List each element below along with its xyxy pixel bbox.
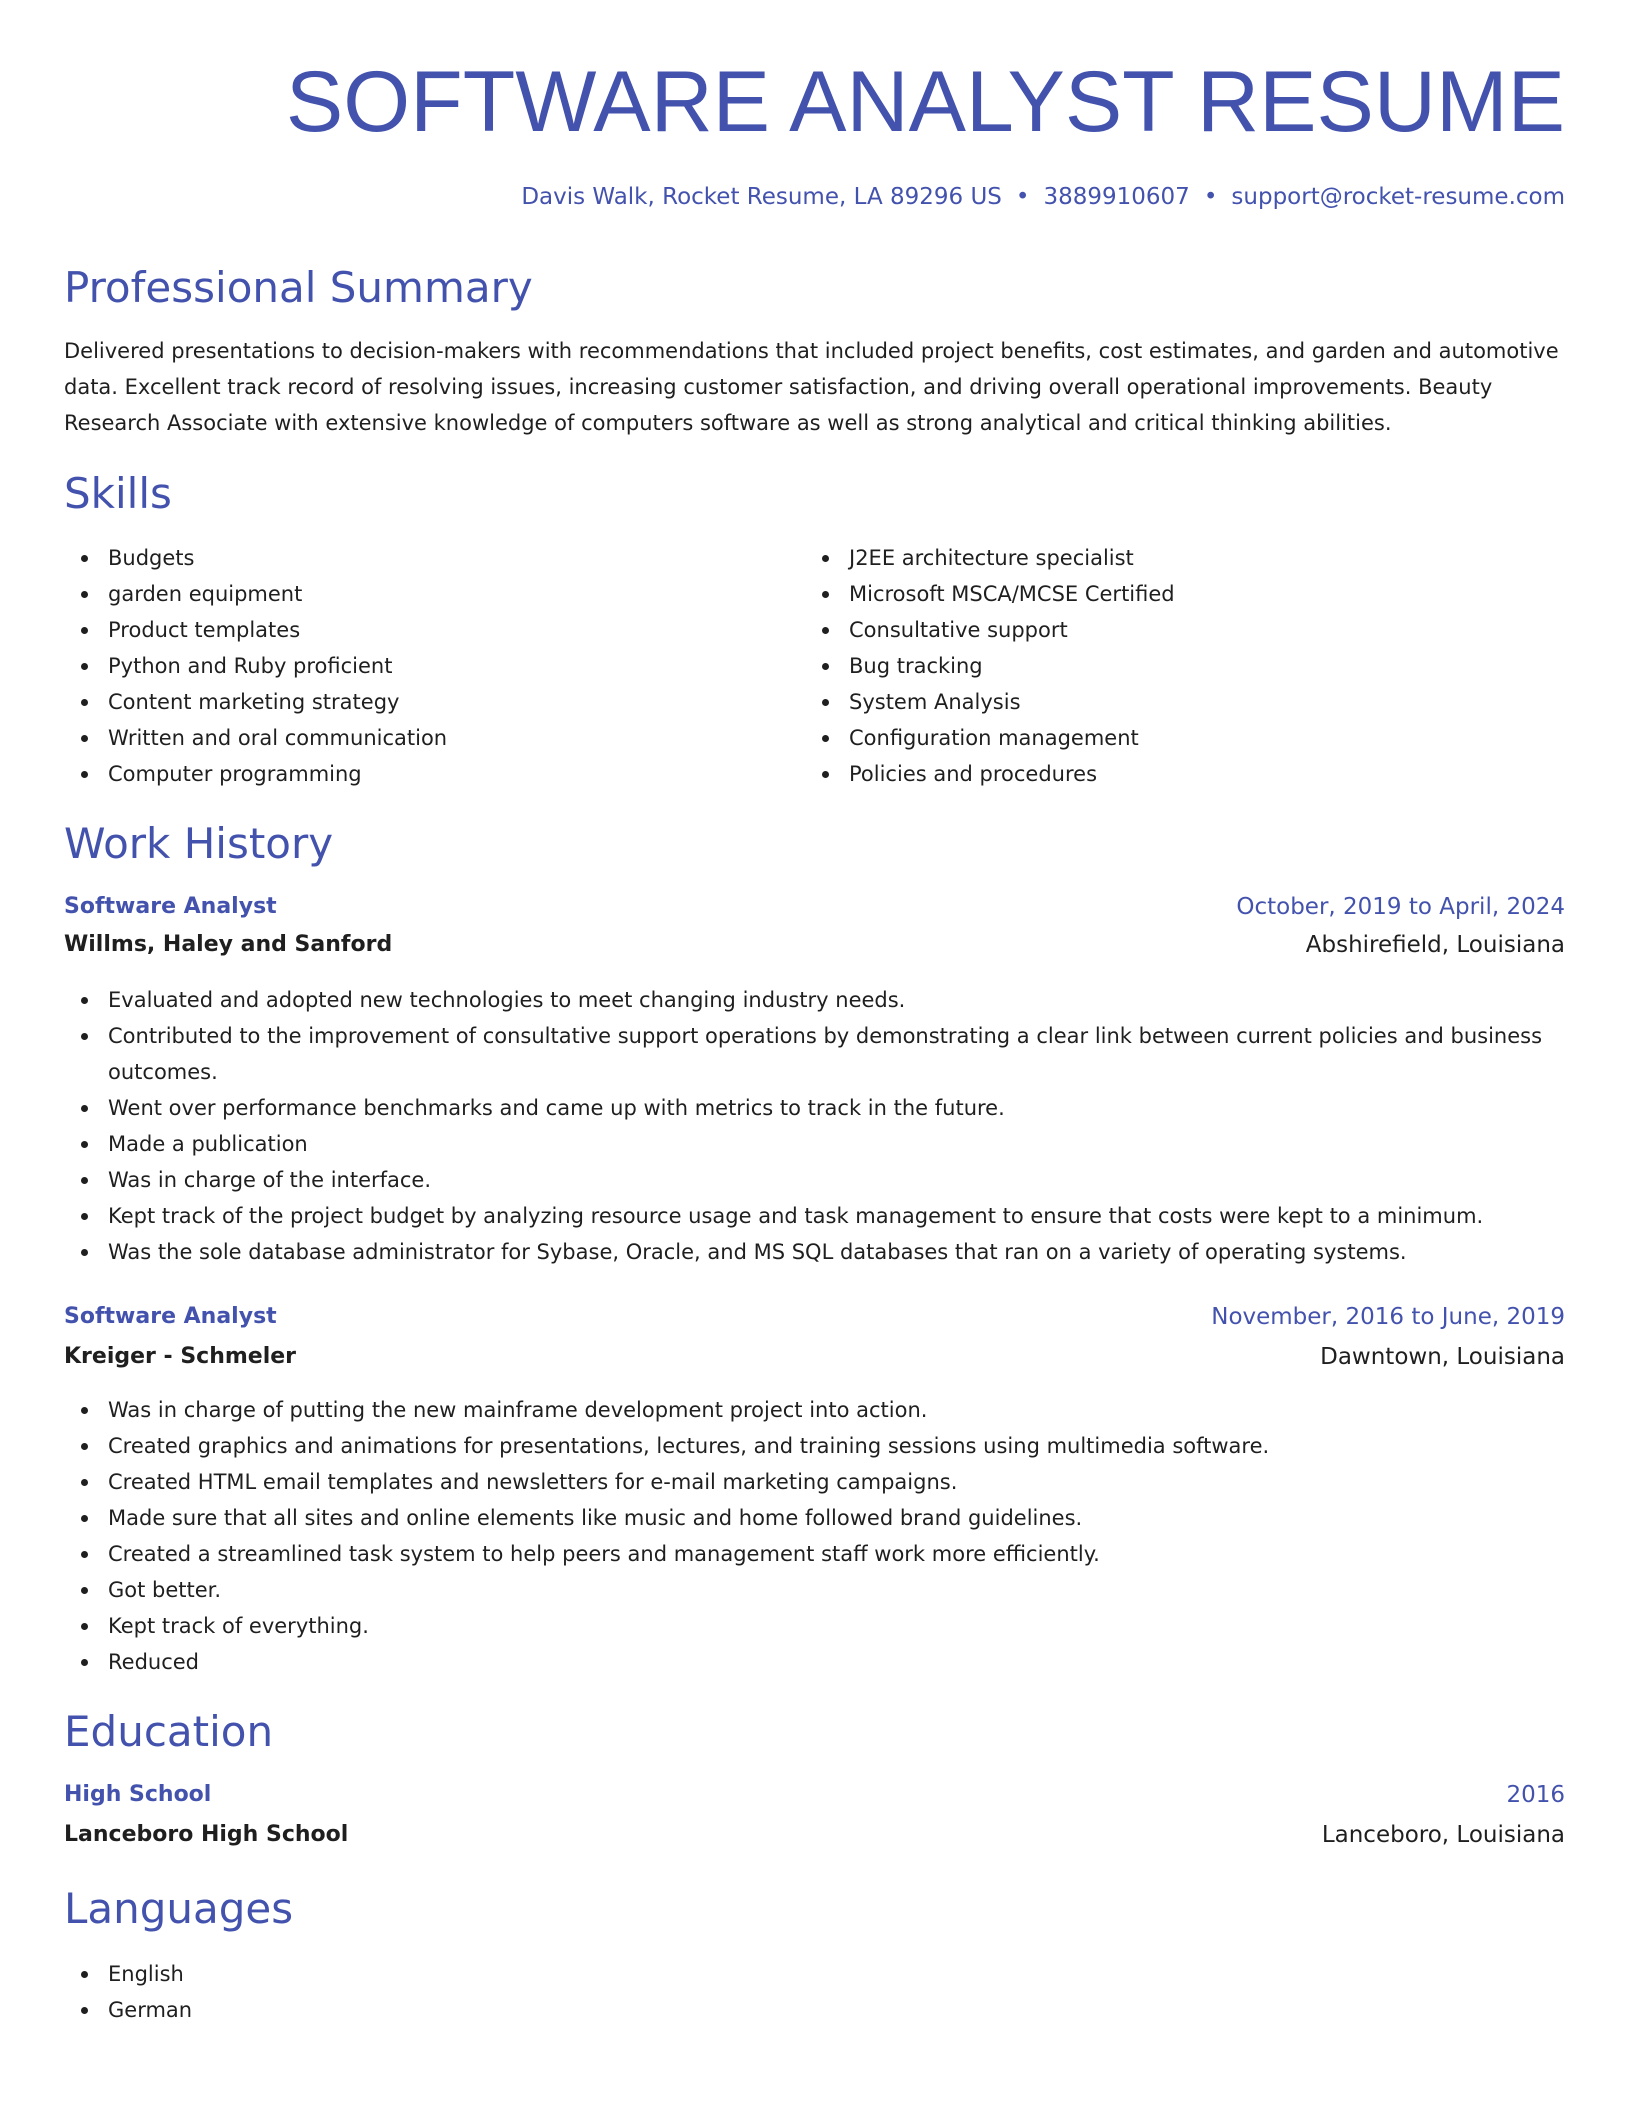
summary-heading: Professional Summary — [64, 263, 533, 312]
skill-item: Consultative support — [805, 612, 1565, 648]
skill-item: Configuration management — [805, 720, 1565, 756]
job-role: Software Analyst — [64, 894, 277, 919]
contact-line — [521, 181, 1565, 213]
education-location: Lanceboro, Louisiana — [1321, 1822, 1565, 1848]
work-history-heading: Work History — [64, 819, 334, 868]
job-bullet: Contributed to the improvement of consultative support operations by demonstrating a clear link between current policies and business outcomes. — [64, 1018, 1565, 1090]
skill-item: J2EE architecture specialist — [805, 540, 1565, 576]
skill-item: Computer programming — [64, 756, 764, 792]
job-title-row — [64, 890, 1565, 924]
skills-column-left — [64, 540, 764, 792]
job-bullet: Was in charge of putting the new mainframe development project into action. — [64, 1392, 1565, 1428]
education-school: Lanceboro High School — [64, 1822, 349, 1847]
resume-title: SOFTWARE ANALYST RESUME — [285, 54, 1565, 150]
job-location: Abshirefield, Louisiana — [1305, 932, 1565, 958]
languages-heading: Languages — [64, 1884, 294, 1933]
education-year: 2016 — [1506, 1782, 1565, 1808]
contact-separator: • — [1015, 184, 1030, 210]
education-title-row — [64, 1778, 1565, 1812]
education-heading: Education — [64, 1707, 274, 1756]
skill-item: Microsoft MSCA/MCSE Certified — [805, 576, 1565, 612]
contact-address: Davis Walk, Rocket Resume, LA 89296 US — [521, 184, 1002, 210]
job-dates: October, 2019 to April, 2024 — [1236, 894, 1565, 920]
language-item: German — [64, 1992, 1565, 2028]
job-title-row — [64, 1300, 1565, 1334]
skill-item: Python and Ruby proficient — [64, 648, 764, 684]
job-bullet: Was the sole database administrator for Sybase, Oracle, and MS SQL databases that ran on a variety of operating systems. — [64, 1234, 1565, 1270]
skill-item: Product templates — [64, 612, 764, 648]
job-company-row — [64, 1340, 1565, 1374]
job-bullet: Created a streamlined task system to help peers and management staff work more efficiently. — [64, 1536, 1565, 1572]
job-bullet: Reduced — [64, 1644, 1565, 1680]
job-bullets — [64, 1392, 1565, 1680]
summary-text: Delivered presentations to decision-makers with recommendations that included project benefits, cost estimates, and garden and automotive data. Excellent track record of resolving issues, increasing customer satisfaction, and driving overall operational improvements. Beauty Research Associate with extensive knowledge of computers software as well as strong analytical and critical thinking abilities. — [64, 339, 1559, 435]
job-bullet: Kept track of the project budget by analyzing resource usage and task management to ensure that costs were kept to a minimum. — [64, 1198, 1565, 1234]
job-company: Kreiger - Schmeler — [64, 1344, 297, 1369]
job-bullet: Made a publication — [64, 1126, 1565, 1162]
skill-item: garden equipment — [64, 576, 764, 612]
job-role: Software Analyst — [64, 1304, 277, 1329]
skill-item: Budgets — [64, 540, 764, 576]
contact-separator: • — [1203, 184, 1218, 210]
job-location: Dawntown, Louisiana — [1320, 1344, 1565, 1370]
skill-item: Written and oral communication — [64, 720, 764, 756]
skill-item: Bug tracking — [805, 648, 1565, 684]
job-bullet: Got better. — [64, 1572, 1565, 1608]
job-bullet: Created HTML email templates and newsletters for e-mail marketing campaigns. — [64, 1464, 1565, 1500]
languages-list — [64, 1956, 1565, 2028]
skill-item: Content marketing strategy — [64, 684, 764, 720]
skills-heading: Skills — [64, 469, 172, 518]
job-bullets — [64, 982, 1565, 1270]
education-school-row — [64, 1818, 1565, 1852]
job-company-row — [64, 928, 1565, 962]
language-item: English — [64, 1956, 1565, 1992]
job-dates: November, 2016 to June, 2019 — [1211, 1304, 1565, 1330]
skill-item: Policies and procedures — [805, 756, 1565, 792]
job-company: Willms, Haley and Sanford — [64, 932, 393, 957]
job-bullet: Made sure that all sites and online elements like music and home followed brand guidelines. — [64, 1500, 1565, 1536]
job-bullet: Went over performance benchmarks and came up with metrics to track in the future. — [64, 1090, 1565, 1126]
education-degree: High School — [64, 1782, 212, 1807]
job-bullet: Kept track of everything. — [64, 1608, 1565, 1644]
job-bullet: Evaluated and adopted new technologies to meet changing industry needs. — [64, 982, 1565, 1018]
skill-item: System Analysis — [805, 684, 1565, 720]
skills-column-right — [805, 540, 1565, 792]
contact-phone: 3889910607 — [1043, 184, 1190, 210]
job-bullet: Was in charge of the interface. — [64, 1162, 1565, 1198]
job-bullet: Created graphics and animations for presentations, lectures, and training sessions using multimedia software. — [64, 1428, 1565, 1464]
contact-email[interactable]: support@rocket-resume.com — [1231, 184, 1565, 210]
